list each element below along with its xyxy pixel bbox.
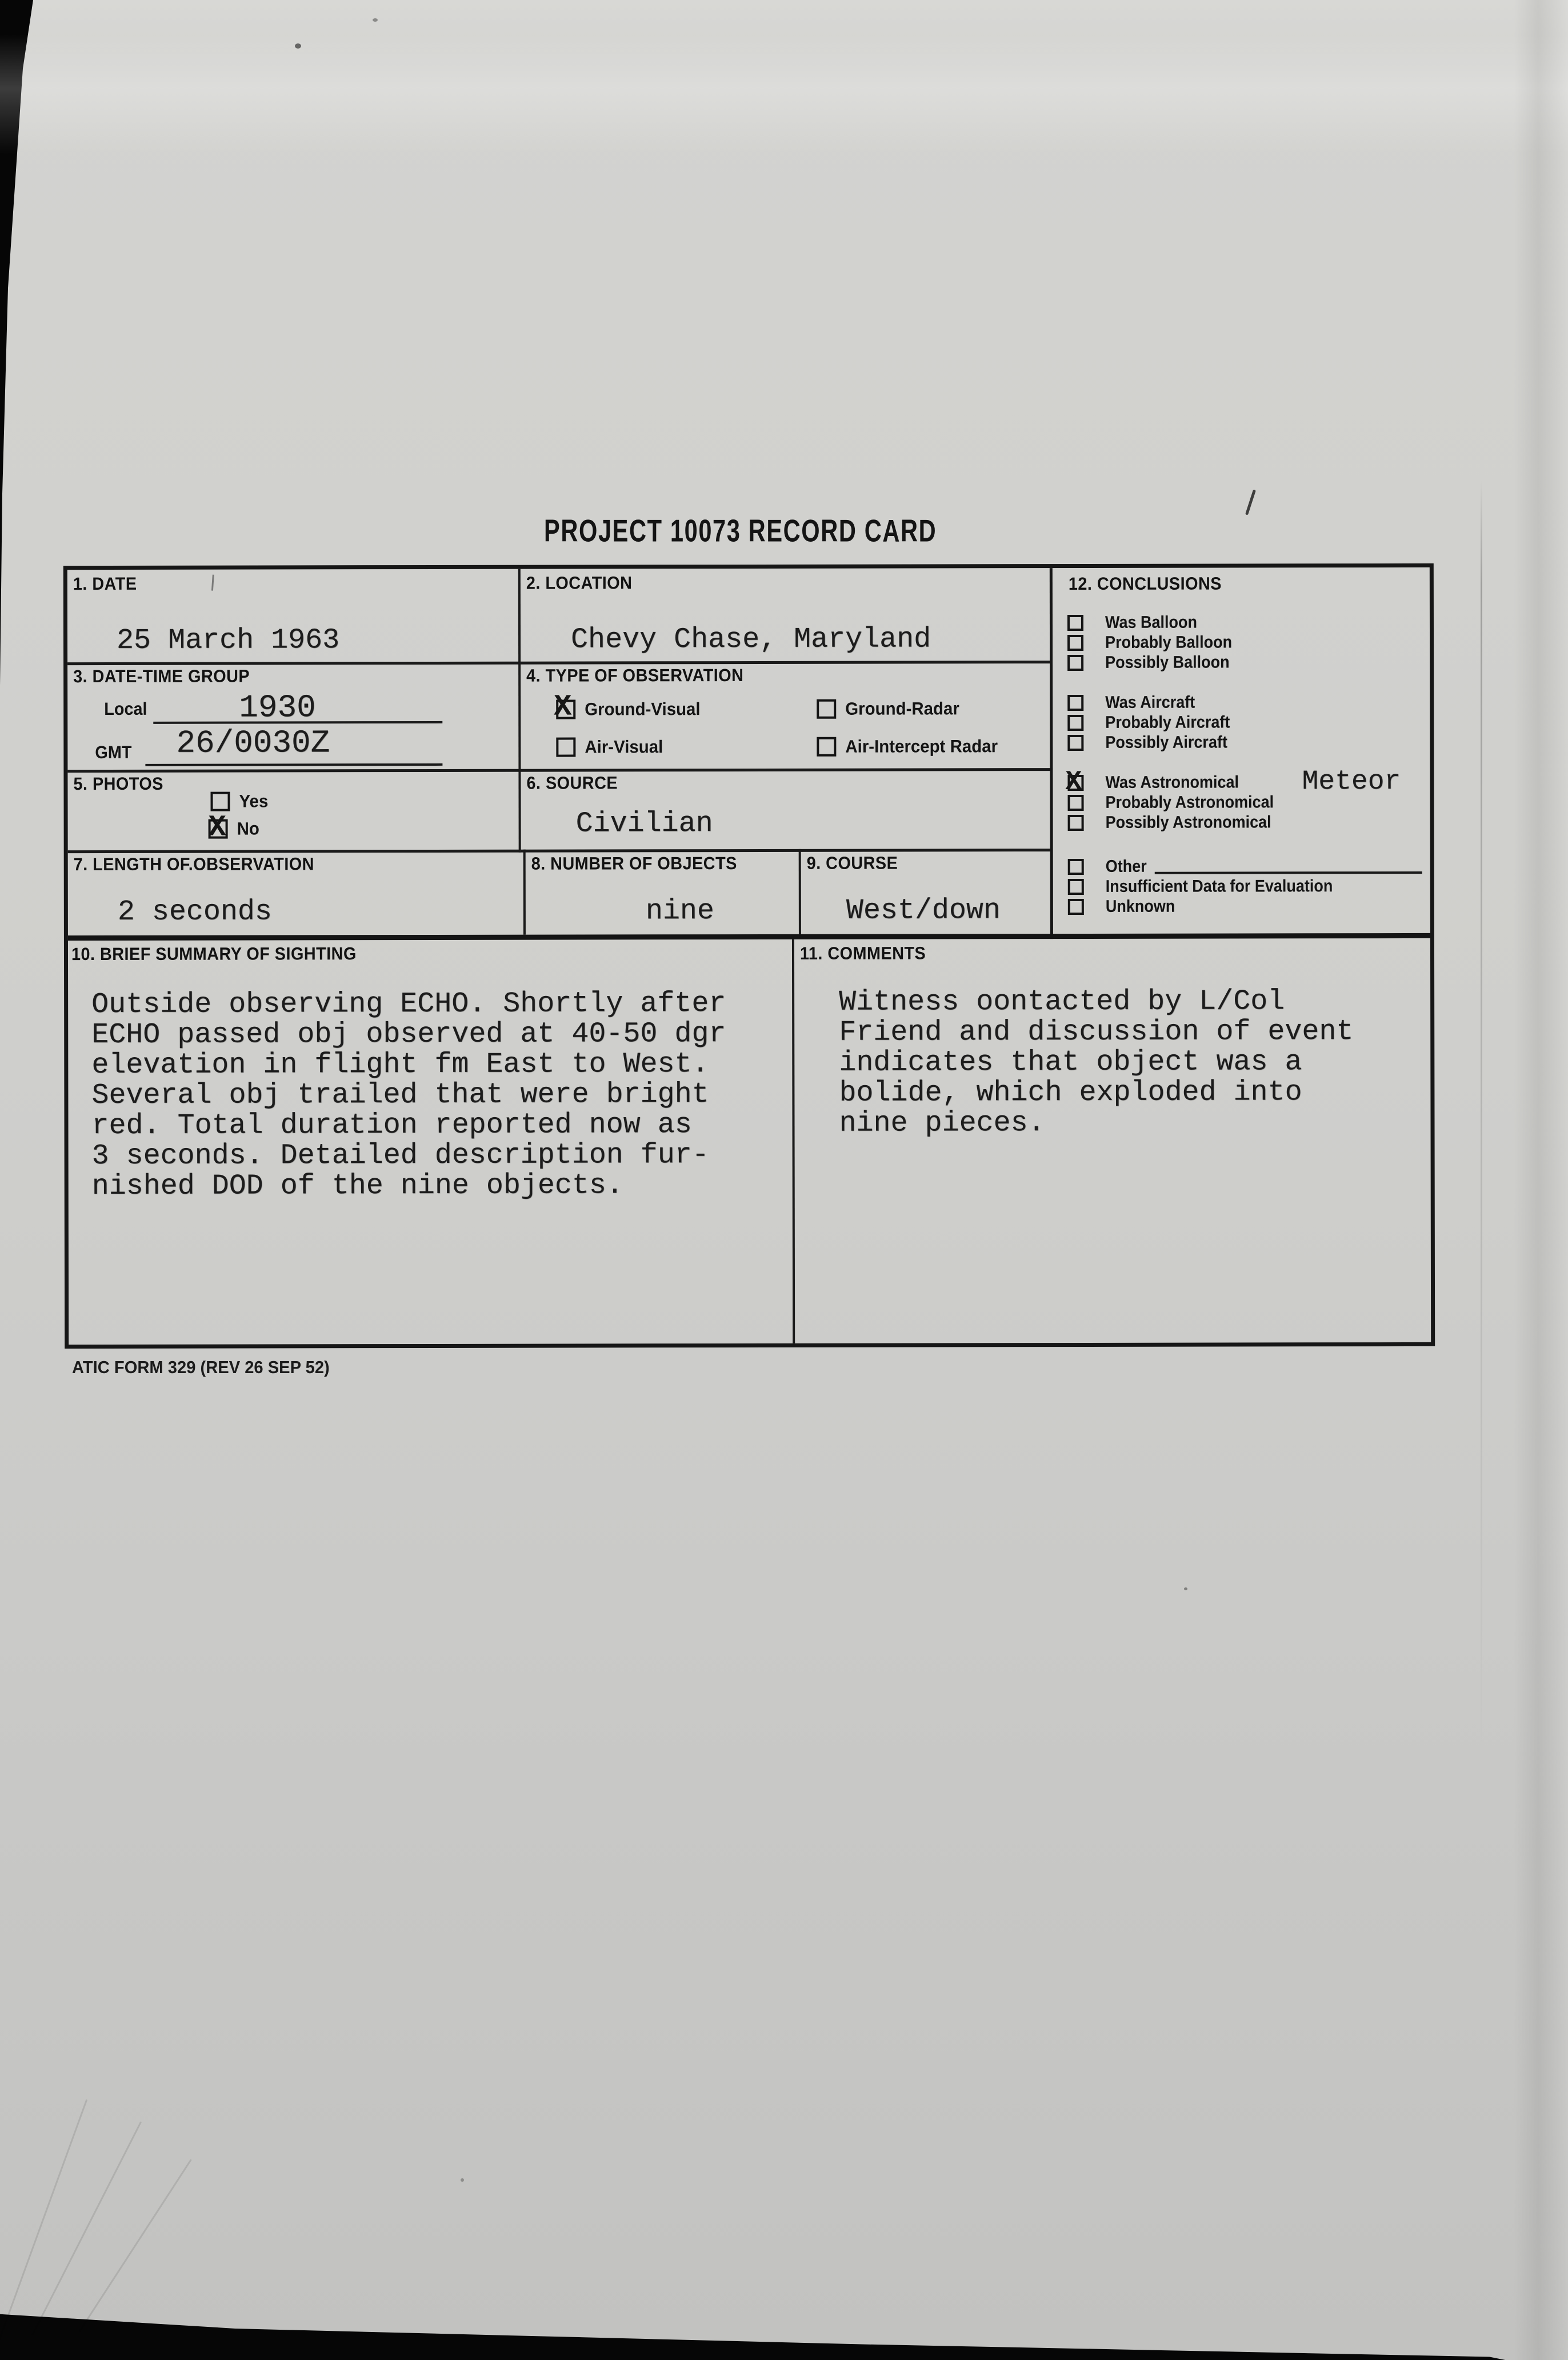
air-intercept-radar-option xyxy=(817,735,1006,758)
conclusion-item xyxy=(1053,792,1430,813)
other-checkbox xyxy=(1068,858,1084,874)
option-label: Ground-Visual xyxy=(585,699,701,719)
conclusion-item xyxy=(1053,632,1430,653)
box-7-length-of-observation xyxy=(68,850,526,935)
air-intercept-radar-checkbox xyxy=(817,737,836,757)
box-2-location xyxy=(521,568,1050,665)
location-value: Chevy Chase, Maryland xyxy=(570,623,931,657)
unknown-checkbox xyxy=(1068,898,1084,914)
box-5-label: 5. PHOTOS xyxy=(73,773,163,794)
conclusion-label: Other xyxy=(1105,857,1147,876)
box-3-label: 3. DATE-TIME GROUP xyxy=(73,666,250,687)
probably-astronomical-checkbox xyxy=(1068,794,1084,810)
scan-light-band xyxy=(0,34,1568,154)
conclusion-item xyxy=(1053,896,1430,917)
ground-visual-option xyxy=(556,698,706,721)
conclusion-label: Was Balloon xyxy=(1105,613,1198,632)
gmt-label: GMT xyxy=(95,742,132,762)
ink-speck xyxy=(373,18,378,22)
box-9-course xyxy=(801,849,1050,934)
conclusion-label: Possibly Astronomical xyxy=(1105,812,1271,832)
conclusion-label: Possibly Balloon xyxy=(1105,653,1230,672)
box-5-photos xyxy=(67,769,521,853)
possibly-astronomical-checkbox xyxy=(1068,814,1084,830)
box-6-source xyxy=(521,768,1050,853)
insufficient-data-checkbox xyxy=(1068,878,1084,894)
probably-balloon-checkbox xyxy=(1067,634,1083,650)
box-6-label: 6. SOURCE xyxy=(526,773,618,793)
gmt-time-value: 26/0030Z xyxy=(176,725,330,762)
possibly-balloon-checkbox xyxy=(1067,654,1083,670)
conclusion-label: Was Astronomical xyxy=(1105,773,1239,792)
paper-crease-vertical xyxy=(1481,480,1482,1771)
option-label: Ground-Radar xyxy=(845,698,959,719)
conclusion-label: Possibly Aircraft xyxy=(1105,733,1227,752)
ground-radar-checkbox xyxy=(817,699,836,719)
comments-text: Witness oontacted by L/Col Friend and discussion of event indicates that object was a bolide, which exploded into nine pieces. xyxy=(839,985,1354,1140)
probably-aircraft-checkbox xyxy=(1067,714,1083,730)
paper-fold-right xyxy=(1514,0,1568,2360)
gmt-blank-line xyxy=(145,741,442,766)
photos-yes-checkbox xyxy=(210,792,230,811)
conclusion-label: Unknown xyxy=(1105,897,1175,916)
source-value: Civilian xyxy=(575,807,713,841)
conclusion-item xyxy=(1053,812,1430,833)
box-4-type-of-observation xyxy=(521,661,1050,772)
box-9-label: 9. COURSE xyxy=(806,853,898,873)
number-of-objects-value: nine xyxy=(645,895,714,928)
box-7-label: 7. LENGTH OF.OBSERVATION xyxy=(73,854,314,875)
ink-speck xyxy=(1184,1587,1187,1590)
conclusion-item xyxy=(1053,732,1430,753)
local-label: Local xyxy=(104,698,147,719)
conclusion-item xyxy=(1053,692,1430,713)
conclusion-label: Was Aircraft xyxy=(1105,693,1195,712)
date-value: 25 March 1963 xyxy=(116,624,340,657)
box-10-brief-summary xyxy=(68,939,795,1345)
conclusions-list xyxy=(1053,612,1430,917)
box-12-conclusions xyxy=(1050,567,1430,939)
air-visual-checkbox xyxy=(556,738,575,757)
option-label: Air-Intercept Radar xyxy=(845,736,998,757)
conclusion-item xyxy=(1053,856,1430,877)
other-blank-line xyxy=(1155,858,1422,874)
astronomical-annotation: Meteor xyxy=(1302,766,1401,798)
scan-edge-bottom xyxy=(0,2297,1568,2360)
was-balloon-checkbox xyxy=(1067,614,1083,630)
course-value: West/down xyxy=(846,894,1001,927)
box-8-label: 8. NUMBER OF OBJECTS xyxy=(531,853,737,874)
was-aircraft-checkbox xyxy=(1067,694,1083,710)
x-mark xyxy=(209,811,226,845)
record-card xyxy=(63,563,1435,1349)
conclusion-item-checked xyxy=(1053,766,1430,798)
box-3-date-time-group xyxy=(67,662,521,773)
paper-crease xyxy=(31,2121,142,2336)
conclusion-item xyxy=(1053,612,1430,633)
air-visual-option xyxy=(556,735,667,758)
box-11-comments xyxy=(794,938,1431,1343)
box-11-label: 11. COMMENTS xyxy=(799,943,926,963)
ink-speck xyxy=(295,43,301,49)
box-1-label: 1. DATE xyxy=(73,573,137,594)
ink-tick xyxy=(211,575,214,591)
conclusion-label: Probably Aircraft xyxy=(1105,713,1230,732)
box-12-label: 12. CONCLUSIONS xyxy=(1068,573,1222,594)
box-8-number-of-objects xyxy=(526,849,801,935)
length-value: 2 seconds xyxy=(117,895,272,929)
summary-text: Outside observing ECHO. Shortly after ECHO passed obj observed at 40-50 dgr elevation in flight fm East to West. Several obj trailed that were bright red. Total duration reported now as 3 seconds. Detailed description fur- nished DOD of the nine objects. xyxy=(91,987,726,1203)
conclusion-label: Insufficient Data for Evaluation xyxy=(1105,876,1333,896)
box-2-label: 2. LOCATION xyxy=(526,573,633,593)
form-number: ATIC FORM 329 (REV 26 SEP 52) xyxy=(72,1357,330,1377)
ground-radar-option xyxy=(817,697,965,720)
paper-crease xyxy=(78,2159,192,2333)
option-label: No xyxy=(237,818,259,839)
photos-yes-option xyxy=(210,790,270,813)
conclusion-label: Probably Balloon xyxy=(1105,633,1233,652)
conclusion-label: Probably Astronomical xyxy=(1105,792,1274,812)
box-1-date xyxy=(67,569,521,665)
box-10-label: 10. BRIEF SUMMARY OF SIGHTING xyxy=(71,943,357,965)
page-title: PROJECT 10073 RECORD CARD xyxy=(544,514,937,549)
photos-no-option xyxy=(209,817,261,840)
conclusion-item xyxy=(1053,876,1430,897)
local-time-value: 1930 xyxy=(239,689,316,726)
x-mark xyxy=(554,690,571,724)
possibly-aircraft-checkbox xyxy=(1067,734,1083,750)
box-4-label: 4. TYPE OF OBSERVATION xyxy=(526,665,744,686)
handwritten-slash-mark xyxy=(1245,489,1256,515)
option-label: Air-Visual xyxy=(585,737,663,757)
conclusion-item xyxy=(1053,652,1430,673)
option-label: Yes xyxy=(239,791,269,811)
conclusion-item xyxy=(1053,712,1430,733)
ink-speck xyxy=(461,2178,464,2182)
